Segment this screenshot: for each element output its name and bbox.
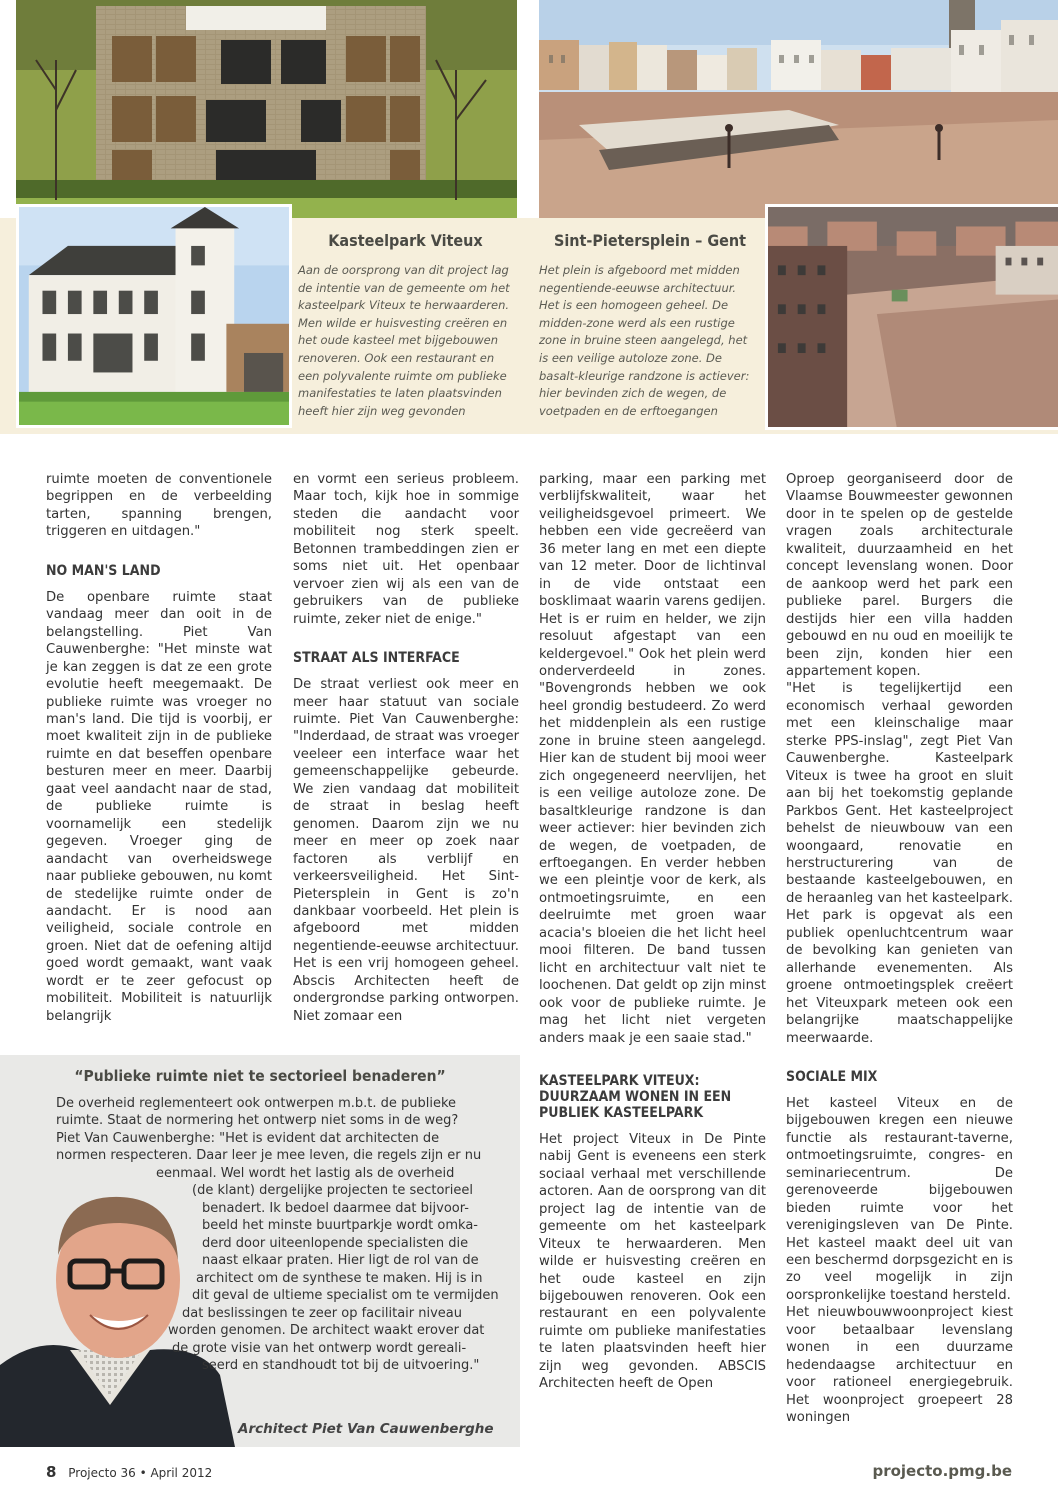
quote-text-line: de grote visie van het ontwerp wordt gereali- [172,1341,467,1356]
caption-title-kasteelpark: Kasteelpark Viteux [328,231,483,250]
quote-text-line: Piet Van Cauwenberghe: "Het is evident dat architecten de [56,1131,440,1146]
quote-text-line: dat beslissingen te zeer op facilitair niveau [182,1306,463,1321]
caption-text-kasteelpark: Aan de oorsprong van dit project lag de intentie van de gemeente om het kasteelpark Viteux te herwaarderen. Men wilde er huisvesting creëren en het oude kasteel met bijgebouwen renoveren. Ook een restaurant en een polyvalente ruimte om publieke manifestaties te laten plaatsvinden heeft hier zijn weg gevonden [298,263,510,418]
article-column-3 [539,471,766,1393]
paragraph: ruimte moeten de conventionele begrippen en de verbeelding tarten, spanning brengen, triggeren en uitdagen." [46,472,272,540]
footer-website-link[interactable]: projecto.pmg.be [872,1462,1012,1480]
article-column-2 [293,471,519,1025]
issue-label: Projecto 36 • April 2012 [68,1466,213,1480]
paragraph: Het project Viteux in De Pinte nabij Gent is eveneens een sterk sociaal verhaal met verschillende actoren. Aan de oorsprong van dit project lag de intentie van de gemeente om het kasteelpark Viteux te herwaarderen. Men wilde er huisvesting creëren en het oude kasteel en zijn bijgebouwen renoveren. Ook een restaurant en een polyvalente ruimte om publieke manifestaties te laten plaatsvinden heeft hier zijn weg gevonden. ABSCIS Architecten heeft de Open [539,1131,766,1392]
quote-text-line: normen respecteren. Daar leer je mee leven, die regels zijn er nu [56,1148,482,1163]
paragraph: en vormt een serieus probleem. Maar toch, kijk hoe in sommige steden die aandacht voor mobiliteit nog sterk speelt. Betonnen trambeddingen zien er soms niet uit. Het openbaar vervoer zien wij als een van de gebruikers van de publieke ruimte, zeker niet de enige." [293,472,519,627]
quote-text-line: worden genomen. De architect waakt erover dat [168,1323,485,1338]
section-heading-straat-als-interface: STRAAT ALS INTERFACE [293,650,460,667]
paragraph: De straat verliest ook meer en meer haar statuut van sociale ruimte. Piet Van Cauwenberghe: "Inderdaad, de straat was vroeger veeleer een interface waar het gemeenschappelijke gebeurde. We zien vandaag dat mobiliteit de straat in beslag heeft genomen. Daarom zijn we nu meer en meer op zoek naar factoren als verblijf en verkeersveiligheid. Het Sint-Pietersplein in Gent is zo'n dankbaar voorbeeld. Het plein is afgeboord met midden negentiende-eeuwse architectuur. Het is een vrij homogeen geheel. Abscis Architecten heeft de ondergrondse parking ontworpen. Niet zomaar een [293,677,519,1024]
quote-signature: Architect Piet Van Cauwenberghe [238,1421,494,1437]
quote-box [0,1055,520,1447]
quote-text-line: (de klant) dergelijke projecten te sectorieel [192,1183,473,1198]
quote-text-line: eenmaal. Wel wordt het lastig als de overheid [156,1166,455,1181]
paragraph: parking, maar een parking met verblijfskwaliteit, waar het veiligheidsgevoel primeert. We hebben een vide gecreëerd van 36 meter lang en met een diepte van 12 meter. Door de lichtinval in de vide ontstaat een bosklimaat waarin varens gedijen. Het is er ruim en helder, we zijn resoluut afgestapt van een keldergevoel." Ook het plein werd onderverdeeld in zones. "Bovengronds hebben we ook heel grondig bestudeerd. Zo werd het middenplein als een rustige zone in bruine steen aangelegd. Hier kan de student bij mooi weer zich ongegeneerd neervlijen, het is een veilige autoloze zone. De basaltkleurige randzone is dan weer actiever: hier bevinden zich de wegen, de voetpaden, de erftoegangen. En verder hebben we een pleintje voor de kerk, als ontmoetingsruimte, en een deelruimte met groen waar acacia's bloeien die het licht heel mooi filteren. De band tussen licht en architectuur valt niet te loochenen. Dat geldt op zijn minst ook voor de publieke ruimte. Je mag het licht niet vergeten anders maak je een saaie stad." [539,472,766,1046]
caption-title-sint-pietersplein: Sint-Pietersplein – Gent [553,231,747,250]
quote-text-line: De overheid reglementeert ook ontwerpen m.b.t. de publieke [56,1096,457,1111]
article-column-4 [786,471,1013,1427]
quote-text-line: beeld het minste buurtparkje wordt omka- [202,1218,478,1233]
paragraph: Oproep georganiseerd door de Vlaamse Bouwmeester gewonnen door in te spelen op de gestelde vragen zoals architecturale kwaliteit, duurzaamheid en het concept levenslang wonen. Door de aankoop werd het park een publieke parel. Burgers die destijds hier een villa hadden gebouwd en nu oud en moeilijk te been zijn, konden hier een appartement kopen. [786,472,1013,679]
article-column-1 [46,471,272,1025]
photo-kasteel-viteux-castle [16,204,292,428]
paragraph: Het nieuwbouwwoonproject kiest voor betaalbaar levenslang wonen in een duurzame hedendaagse architectuur en voor rationeel energiegebruik. Het woonproject groepeert 28 woningen [786,1305,1013,1426]
photo-kasteelpark-new-housing [16,0,517,218]
paragraph: "Het is tegelijkertijd een economisch verhaal geworden met een kleinschalige maar sterke PPS-inslag", zegt Piet Van Cauwenberghe. Kasteelpark Viteux is twee ha groot en sluit aan bij het toekomstig geplande Parkbos Gent. Het kasteelproject behelst de nieuwbouw van een woongaard, renovatie en herstructurering van de bestaande kasteelgebouwen, en de heraanleg van het kasteelpark. Het park is opgevat als een publiek openluchtcentrum waar de bevolking kan genieten van allerhande evenementen. Als groene ontmoetingsplek creëert het Viteuxpark meteen ook een belangrijke maatschappelijke meerwaarde. [786,681,1013,1046]
section-heading-no-mans-land: NO MAN'S LAND [46,562,161,579]
quote-text-line: naast elkaar praten. Hier ligt de rol van de [202,1253,479,1268]
photo-sint-pietersplein-aerial [765,204,1058,430]
quote-text-line: dit geval de ultieme specialist om te vermijden [192,1288,499,1303]
footer-issue-info [46,1463,212,1481]
quote-text-line: benadert. Ik bedoel daarmee dat bijvoor- [202,1201,469,1216]
caption-text-sint-pietersplein: Het plein is afgeboord met midden negentiende-eeuwse architectuur. Het is een homogeen geheel. De midden-zone werd als een rustige zone in bruine steen aangelegd, het is een veilige autoloze zone. De basalt-kleurige randzone is actiever: hier bevinden zich de wegen, de voetpaden en de erftoegangen [539,263,750,418]
quote-text-line: architect om de synthese te maken. Hij is in [196,1271,483,1286]
section-heading-kasteelpark-viteux: KASTEELPARK VITEUX: DUURZAAM WONEN IN EEN PUBLIEK KASTEELPARK [539,1072,732,1121]
paragraph: Het kasteel Viteux en de bijgebouwen kregen een nieuwe functie als restaurant-taverne, ontmoetingsruimte, congres- en seminariecentrum. De gerenoveerde bijgebouwen bieden ruimte voor het verenigingsleven van De Pinte. Het kasteel maakt deel uit van een beschermd dorpsgezicht en is zo veel mogelijk in zijn oorspronkelijke toestand hersteld. [786,1095,1013,1303]
page-number: 8 [46,1463,57,1481]
section-heading-sociale-mix: SOCIALE MIX [786,1068,878,1085]
quote-text-line: derd door uiteenlopende specialisten die [202,1236,469,1251]
paragraph: De openbare ruimte staat vandaag meer dan ooit in de belangstelling. Piet Van Cauwenberghe: "Het minste wat je kan zeggen is dat ze een grote evolutie heeft meegemaakt. De publieke ruimte was vroeger no man's land. Die tijd is voorbij, er moet kwaliteit zijn in de publieke ruimte en dat beseffen openbare besturen meer en meer. Daarbij gaat veel aandacht naar de stad, de publieke ruimte is voornamelijk een stedelijk gegeven. Vroeger ging de aandacht van overheidswege naar publieke gebouwen, nu komt de stedelijke ruimte onder de aandacht. Er is nood aan veiligheid, sociale controle en groen. Niet dat de oefening altijd goed wordt gemaakt, want vaak wordt er te zeer gefocust op mobiliteit. Mobiliteit is natuurlijk belangrijk [46,589,272,1024]
photo-sint-pietersplein-square [539,0,1058,218]
quote-title: “Publieke ruimte niet te sectorieel benaderen” [74,1067,446,1085]
quote-text-line: ruimte. Staat de normering het ontwerp niet soms in de weg? [56,1113,459,1128]
quote-text-line: seerd en standhoudt tot bij de uitvoering." [202,1358,480,1373]
